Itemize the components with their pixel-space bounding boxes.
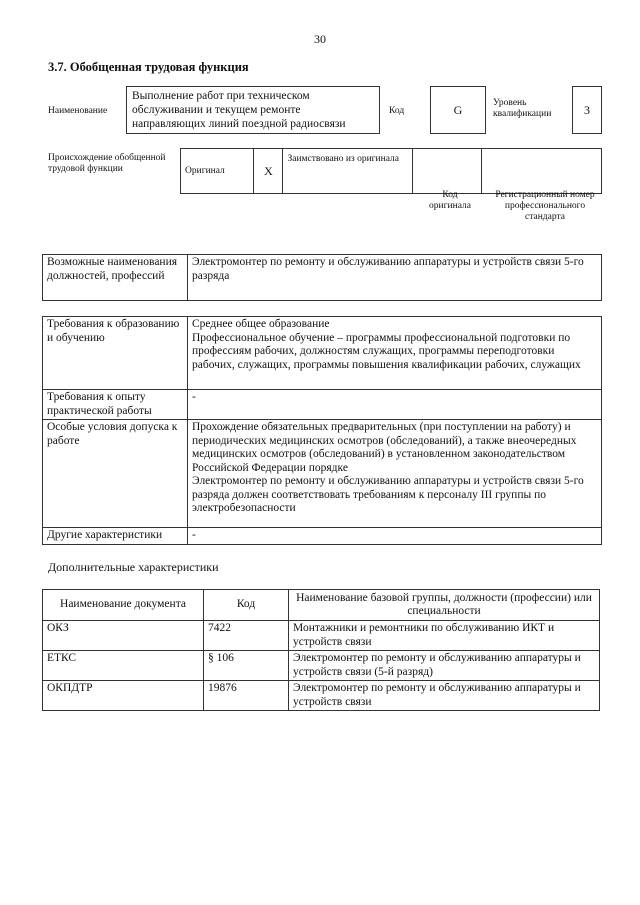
table-row [43, 621, 600, 651]
header-group: Наименование базовой группы, должности (профессии) или специальности [289, 590, 600, 621]
doc-code: § 106 [204, 651, 289, 681]
requirement-row [43, 390, 602, 420]
requirement-value: - [188, 390, 602, 420]
code-value: G [430, 86, 486, 134]
doc-code: 7422 [204, 621, 289, 651]
positions-value: Электромонтер по ремонту и обслуживанию аппаратуры и устройств связи 5-го разряда [188, 255, 602, 301]
original-mark: X [254, 149, 283, 194]
requirement-label: Особые условия допуска к работе [43, 420, 188, 528]
doc-name: ОКПДТР [43, 681, 204, 711]
requirement-value: - [188, 528, 602, 545]
code-label: Код [389, 106, 405, 116]
requirement-row [43, 528, 602, 545]
original-code-cell [413, 149, 482, 194]
additional-title: Дополнительные характеристики [48, 560, 219, 574]
code-caption: Код оригинала [429, 190, 471, 211]
doc-group: Электромонтер по ремонту и обслуживанию аппаратуры и устройств связи [289, 681, 600, 711]
registration-caption: Регистрационный номер профессионального стандарта [495, 190, 595, 222]
requirement-value: Среднее общее образование Профессиональное обучение – программы профессиональной подготовки по профессиям рабочих, должностям служащих, программы переподготовки рабочих, служащих, программы повышения квалификации рабочих, служащих [188, 317, 602, 390]
doc-code: 19876 [204, 681, 289, 711]
header-document: Наименование документа [43, 590, 204, 621]
table-row [43, 681, 600, 711]
registration-number-cell [482, 149, 602, 194]
header-code: Код [204, 590, 289, 621]
positions-label: Возможные наименования должностей, профессий [43, 255, 188, 301]
level-label: Уровень квалификации [493, 98, 552, 119]
requirement-value: Прохождение обязательных предварительных (при поступлении на работу) и периодических медицинских осмотров (обследований), а также внеочередных медицинских осмотров (обследований) в установленном законодательством Российской Федерации порядке Электромонтер по ремонту и обслуживанию аппаратуры и устройств связи 5-го разряда должен соответствовать требованиям к персоналу III группы по электробезопасности [188, 420, 602, 528]
origin-label: Происхождение обобщенной трудовой функции [48, 153, 166, 174]
doc-name: ОКЗ [43, 621, 204, 651]
doc-name: ЕТКС [43, 651, 204, 681]
requirement-label: Другие характеристики [43, 528, 188, 545]
requirement-row [43, 420, 602, 528]
requirement-row [43, 317, 602, 390]
section-title: 3.7. Обобщенная трудовая функция [48, 60, 249, 74]
level-value: 3 [572, 86, 602, 134]
table-row [43, 651, 600, 681]
requirement-label: Требования к образованию и обучению [43, 317, 188, 390]
function-name-value: Выполнение работ при техническом обслуживании и текущем ремонте направляющих линий поездной радиосвязи [126, 86, 380, 134]
borrowed-label: Заимствовано из оригинала [283, 149, 413, 194]
requirements-table [42, 316, 602, 545]
page-number: 30 [314, 32, 326, 46]
positions-table [42, 254, 602, 301]
additional-header-row [43, 590, 600, 621]
original-label: Оригинал [181, 149, 254, 194]
requirement-label: Требования к опыту практической работы [43, 390, 188, 420]
additional-table [42, 589, 600, 711]
name-label: Наименование [48, 106, 108, 116]
doc-group: Электромонтер по ремонту и обслуживанию аппаратуры и устройств связи (5-й разряд) [289, 651, 600, 681]
doc-group: Монтажники и ремонтники по обслуживанию ИКТ и устройств связи [289, 621, 600, 651]
origin-table [180, 148, 602, 194]
